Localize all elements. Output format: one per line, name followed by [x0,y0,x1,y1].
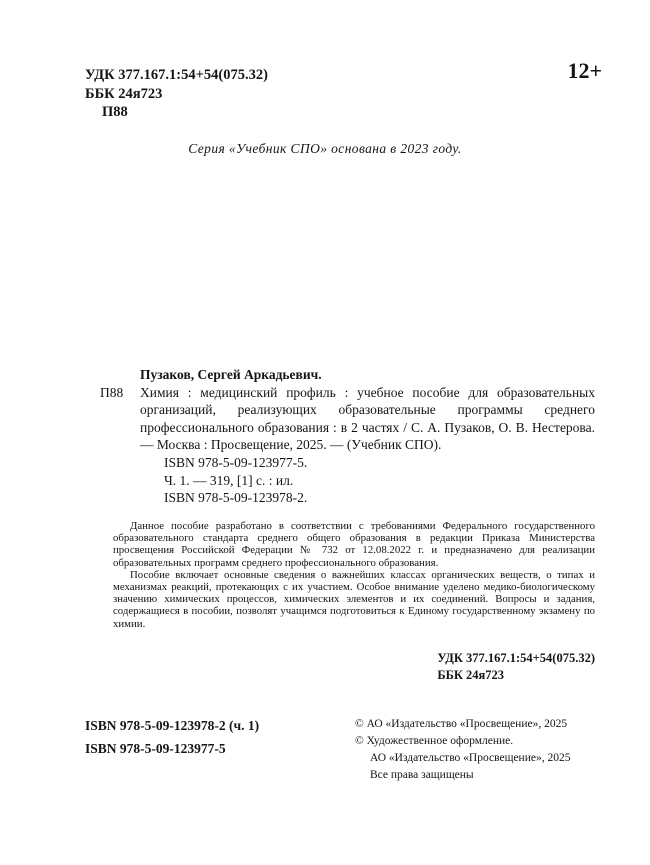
udk-code-bottom: УДК 377.167.1:54+54(075.32) [437,651,595,665]
classification-codes-bottom [437,650,595,683]
copyright-line-4: Все права защищены [370,769,474,781]
catalog-card [100,366,595,507]
author-sign-code-margin: П88 [100,384,124,400]
bbk-code-top: ББК 24я723 [85,85,163,102]
copyright-line-1: © АО «Издательство «Просвещение», 2025 [355,718,568,730]
part-statement-line: Ч. 1. — 319, [1] с. : ил. [164,472,294,488]
footer-isbn-block [85,714,259,760]
author-sign-code-top: П88 [102,104,128,120]
annotation-block [113,520,595,630]
series-note: Серия «Учебник СПО» основана в 2023 году. [188,141,462,156]
isbn-part-line: ISBN 978-5-09-123978-2. [164,490,308,506]
classification-codes-top [85,66,268,122]
age-rating-badge: 12+ [567,58,602,83]
udk-code-top: УДК 377.167.1:54+54(075.32) [85,67,268,83]
author-name: Пузаков, Сергей Аркадьевич. [140,367,322,382]
isbn-set-line: ISBN 978-5-09-123977-5. [164,454,308,470]
isbn-footer-line-1: ISBN 978-5-09-123978-2 (ч. 1) [85,718,260,733]
copyright-block [355,716,570,784]
annotation-paragraph-1: Данное пособие разработано в соответствии с требованиями Федерального государственного образовательного стандарта среднего общего образования в редакции Приказа Министерства просвещения Российской Федерации № 732 от 12.08.2022 г. и предназначено для реализации образовательных программ среднего профессионального образования. [113,520,595,569]
bibliographic-description-block [100,384,595,454]
copyright-line-2: © Художественное оформление. [355,735,514,747]
annotation-paragraph-2: Пособие включает основные сведения о важнейших классах органических веществ, о типах и механизмах реакций, протекающих с их участием. Особое внимание уделено медико-биологическому значению химических процессов, химических элементов и их соединений. Вопросы и задания, содержащиеся в пособии, позволят учащимся подготовиться к Единому государственному экзамену по химии. [113,568,595,630]
copyright-line-3: АО «Издательство «Просвещение», 2025 [370,752,571,764]
isbn-footer-line-2: ISBN 978-5-09-123977-5 [85,741,226,756]
bbk-code-bottom: ББК 24я723 [437,667,505,682]
bibliographic-description: Химия : медицинский профиль : учебное пособие для образовательных организаций, реализующих образовательные программы среднего профессионального образования : в 2 частях / С. А. Пузаков, О. В. Нестерова. — Москва : Просвещение, 2025. — (Учебник СПО). [140,384,595,453]
